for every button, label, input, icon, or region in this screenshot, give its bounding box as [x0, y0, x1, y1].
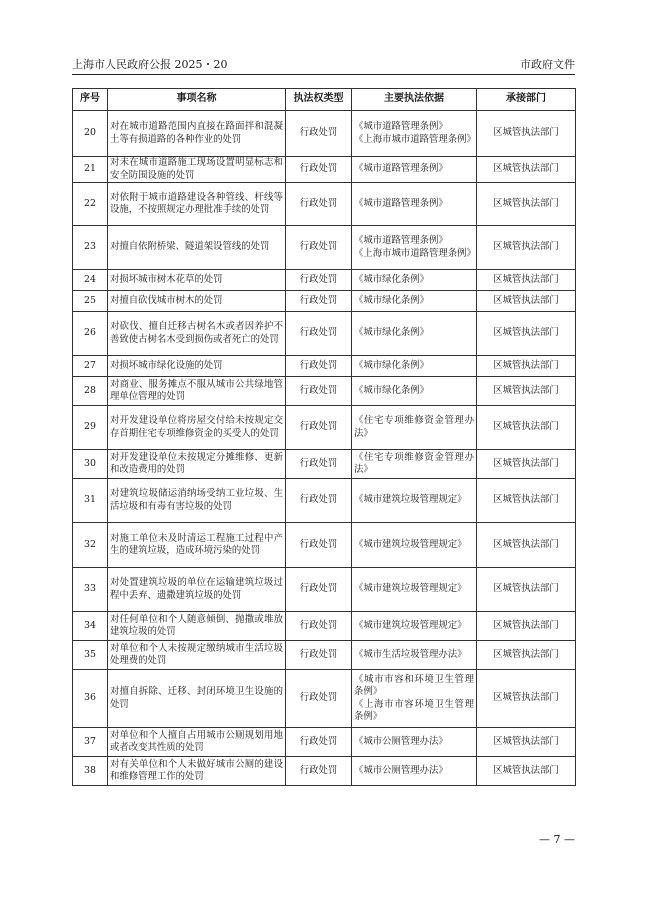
power-type-cell: 行政处罚 — [286, 270, 352, 291]
item-name-cell: 对损坏城市绿化设施的处罚 — [108, 356, 286, 377]
row-number: 38 — [73, 757, 108, 786]
department-cell: 区城管执法部门 — [477, 157, 576, 183]
row-number: 25 — [73, 291, 108, 312]
table-row — [73, 523, 576, 568]
department-cell: 区城管执法部门 — [477, 568, 576, 612]
legal-basis-cell: 《城市道路管理条例》 — [352, 183, 477, 226]
legal-basis-cell: 《城市市容和环境卫生管理条例》 《上海市市容环境卫生管理条例》 — [352, 670, 477, 728]
power-type-cell: 行政处罚 — [286, 450, 352, 479]
table-row — [73, 757, 576, 786]
power-type-cell: 行政处罚 — [286, 479, 352, 523]
row-number: 29 — [73, 406, 108, 450]
department-cell: 区城管执法部门 — [477, 450, 576, 479]
row-number: 28 — [73, 377, 108, 406]
table-row — [73, 728, 576, 757]
department-cell: 区城管执法部门 — [477, 757, 576, 786]
row-number: 35 — [73, 641, 108, 670]
page-number: — 7 — — [539, 833, 575, 846]
table-row — [73, 406, 576, 450]
table-row — [73, 312, 576, 356]
power-type-cell: 行政处罚 — [286, 406, 352, 450]
publication-title: 上海市人民政府公报 2025・20 — [72, 58, 228, 71]
legal-basis-cell: 《城市绿化条例》 — [352, 291, 477, 312]
row-number: 26 — [73, 312, 108, 356]
power-type-cell: 行政处罚 — [286, 670, 352, 728]
power-type-cell: 行政处罚 — [286, 377, 352, 406]
legal-basis-cell: 《城市公厕管理办法》 — [352, 728, 477, 757]
power-type-cell: 行政处罚 — [286, 291, 352, 312]
department-cell: 区城管执法部门 — [477, 270, 576, 291]
item-name-cell: 对擅自拆除、迁移、封闭环境卫生设施的处罚 — [108, 670, 286, 728]
header-divider — [72, 74, 575, 75]
department-cell: 区城管执法部门 — [477, 523, 576, 568]
department-cell: 区城管执法部门 — [477, 356, 576, 377]
row-number: 27 — [73, 356, 108, 377]
table-row — [73, 450, 576, 479]
table-row — [73, 377, 576, 406]
legal-basis-cell: 《城市建筑垃圾管理规定》 — [352, 612, 477, 641]
row-number: 31 — [73, 479, 108, 523]
legal-basis-cell: 《城市道路管理条例》 — [352, 157, 477, 183]
legal-basis-cell: 《城市公厕管理办法》 — [352, 757, 477, 786]
legal-basis-cell: 《城市道路管理条例》 《上海市城市道路管理条例》 — [352, 111, 477, 157]
power-type-cell: 行政处罚 — [286, 523, 352, 568]
department-cell: 区城管执法部门 — [477, 111, 576, 157]
column-header-number: 序号 — [73, 89, 108, 111]
legal-basis-cell: 《城市绿化条例》 — [352, 270, 477, 291]
item-name-cell: 对依附于城市道路建设各种管线、杆线等设施，不按照规定办理批准手续的处罚 — [108, 183, 286, 226]
column-header-power-type: 执法权类型 — [286, 89, 352, 111]
table-row — [73, 157, 576, 183]
table-row — [73, 641, 576, 670]
department-cell: 区城管执法部门 — [477, 612, 576, 641]
department-cell: 区城管执法部门 — [477, 641, 576, 670]
power-type-cell: 行政处罚 — [286, 157, 352, 183]
item-name-cell: 对擅自依附桥梁、隧道架设管线的处罚 — [108, 226, 286, 270]
row-number: 30 — [73, 450, 108, 479]
item-name-cell: 对有关单位和个人未做好城市公厕的建设和维修管理工作的处罚 — [108, 757, 286, 786]
row-number: 36 — [73, 670, 108, 728]
table-row — [73, 291, 576, 312]
department-cell: 区城管执法部门 — [477, 406, 576, 450]
legal-basis-cell: 《城市建筑垃圾管理规定》 — [352, 568, 477, 612]
item-name-cell: 对任何单位和个人随意倾倒、抛撒或堆放建筑垃圾的处罚 — [108, 612, 286, 641]
power-type-cell: 行政处罚 — [286, 183, 352, 226]
department-cell: 区城管执法部门 — [477, 670, 576, 728]
table-row — [73, 568, 576, 612]
column-header-legal-basis: 主要执法依据 — [352, 89, 477, 111]
power-type-cell: 行政处罚 — [286, 757, 352, 786]
legal-basis-cell: 《城市生活垃圾管理办法》 — [352, 641, 477, 670]
table-row — [73, 270, 576, 291]
table-row — [73, 479, 576, 523]
department-cell: 区城管执法部门 — [477, 479, 576, 523]
power-type-cell: 行政处罚 — [286, 226, 352, 270]
legal-basis-cell: 《城市道路管理条例》 《上海市城市道路管理条例》 — [352, 226, 477, 270]
department-cell: 区城管执法部门 — [477, 226, 576, 270]
item-name-cell: 对施工单位未及时清运工程施工过程中产生的建筑垃圾，造成环境污染的处罚 — [108, 523, 286, 568]
legal-basis-cell: 《住宅专项维修资金管理办法》 — [352, 406, 477, 450]
legal-basis-cell: 《城市绿化条例》 — [352, 312, 477, 356]
row-number: 23 — [73, 226, 108, 270]
legal-basis-cell: 《住宅专项维修资金管理办法》 — [352, 450, 477, 479]
item-name-cell: 对砍伐、擅自迁移古树名木或者因养护不善致使古树名木受到损伤或者死亡的处罚 — [108, 312, 286, 356]
table-row — [73, 183, 576, 226]
item-name-cell: 对擅自砍伐城市树木的处罚 — [108, 291, 286, 312]
row-number: 20 — [73, 111, 108, 157]
row-number: 32 — [73, 523, 108, 568]
table-row — [73, 356, 576, 377]
legal-basis-cell: 《城市建筑垃圾管理规定》 — [352, 523, 477, 568]
table-body — [73, 111, 576, 786]
table-header-row — [73, 89, 576, 111]
section-title: 市政府文件 — [520, 58, 575, 71]
item-name-cell: 对在城市道路范围内直接在路面拌和混凝土等有损道路的各种作业的处罚 — [108, 111, 286, 157]
item-name-cell: 对开发建设单位将房屋交付给未按规定交存首期住宅专项维修资金的买受人的处罚 — [108, 406, 286, 450]
running-header — [72, 57, 575, 73]
table-row — [73, 670, 576, 728]
column-header-item-name: 事项名称 — [108, 89, 286, 111]
row-number: 37 — [73, 728, 108, 757]
power-type-cell: 行政处罚 — [286, 641, 352, 670]
power-type-cell: 行政处罚 — [286, 728, 352, 757]
legal-basis-cell: 《城市建筑垃圾管理规定》 — [352, 479, 477, 523]
row-number: 34 — [73, 612, 108, 641]
department-cell: 区城管执法部门 — [477, 377, 576, 406]
item-name-cell: 对损坏城市树木花草的处罚 — [108, 270, 286, 291]
department-cell: 区城管执法部门 — [477, 312, 576, 356]
table-row — [73, 226, 576, 270]
item-name-cell: 对商业、服务摊点不服从城市公共绿地管理单位管理的处罚 — [108, 377, 286, 406]
item-name-cell: 对未在城市道路施工现场设置明显标志和安全防围设施的处罚 — [108, 157, 286, 183]
item-name-cell: 对开发建设单位未按规定分摊维修、更新和改造费用的处罚 — [108, 450, 286, 479]
item-name-cell: 对处置建筑垃圾的单位在运输建筑垃圾过程中丢弃、遗撒建筑垃圾的处罚 — [108, 568, 286, 612]
row-number: 24 — [73, 270, 108, 291]
row-number: 22 — [73, 183, 108, 226]
legal-basis-cell: 《城市绿化条例》 — [352, 356, 477, 377]
power-type-cell: 行政处罚 — [286, 612, 352, 641]
department-cell: 区城管执法部门 — [477, 291, 576, 312]
power-type-cell: 行政处罚 — [286, 568, 352, 612]
power-type-cell: 行政处罚 — [286, 356, 352, 377]
item-name-cell: 对单位和个人未按规定缴纳城市生活垃圾处理费的处罚 — [108, 641, 286, 670]
enforcement-items-table — [72, 88, 576, 786]
power-type-cell: 行政处罚 — [286, 111, 352, 157]
legal-basis-cell: 《城市绿化条例》 — [352, 377, 477, 406]
department-cell: 区城管执法部门 — [477, 183, 576, 226]
column-header-department: 承接部门 — [477, 89, 576, 111]
item-name-cell: 对单位和个人擅自占用城市公厕规划用地或者改变其性质的处罚 — [108, 728, 286, 757]
table-row — [73, 612, 576, 641]
row-number: 21 — [73, 157, 108, 183]
power-type-cell: 行政处罚 — [286, 312, 352, 356]
table-row — [73, 111, 576, 157]
department-cell: 区城管执法部门 — [477, 728, 576, 757]
item-name-cell: 对建筑垃圾储运消纳场受纳工业垃圾、生活垃圾和有毒有害垃圾的处罚 — [108, 479, 286, 523]
row-number: 33 — [73, 568, 108, 612]
